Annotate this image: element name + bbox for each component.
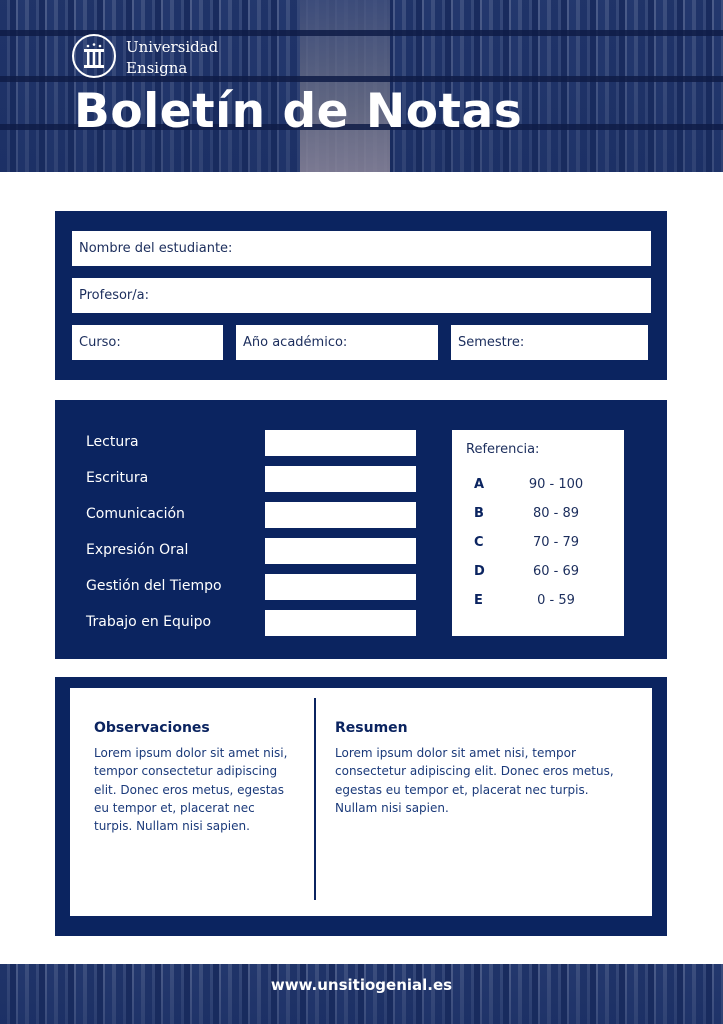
reference-range: 90 - 100 xyxy=(528,477,584,492)
reference-range: 80 - 89 xyxy=(532,506,580,521)
university-name-line2: Ensigna xyxy=(126,59,188,77)
grade-input-comunicacion[interactable] xyxy=(265,502,416,528)
skill-label-lectura: Lectura xyxy=(86,434,139,450)
semester-field[interactable]: Semestre: xyxy=(451,325,648,360)
university-name xyxy=(126,37,218,79)
teacher-field[interactable]: Profesor/a: xyxy=(72,278,651,313)
reference-range: 60 - 69 xyxy=(532,564,580,579)
page-title: Boletín de Notas xyxy=(74,84,523,139)
reference-grade: B xyxy=(474,506,484,521)
observations-heading: Observaciones xyxy=(94,720,210,736)
website-link[interactable]: www.unsitiogenial.es xyxy=(270,976,453,994)
reference-title: Referencia: xyxy=(466,442,540,457)
skill-label-trabajo-equipo: Trabajo en Equipo xyxy=(86,614,212,630)
reference-range: 70 - 79 xyxy=(532,535,580,550)
skill-label-escritura: Escritura xyxy=(86,470,149,486)
academic-year-field[interactable]: Año académico: xyxy=(236,325,438,360)
grade-input-escritura[interactable] xyxy=(265,466,416,492)
reference-grade: D xyxy=(474,564,485,579)
summary-text[interactable]: Lorem ipsum dolor sit amet nisi, tempor consectetur adipiscing elit. Donec eros metus, egestas eu tempor et, placerat nec turpis. Nullam nisi sapien. xyxy=(335,746,614,815)
summary-heading: Resumen xyxy=(335,720,408,736)
grade-input-lectura[interactable] xyxy=(265,430,416,456)
reference-grade: E xyxy=(474,593,483,608)
column-pillar-icon xyxy=(72,34,116,78)
grade-input-expresion-oral[interactable] xyxy=(265,538,416,564)
reference-range: 0 - 59 xyxy=(537,593,575,608)
notes-divider xyxy=(314,698,316,900)
grade-input-trabajo-equipo[interactable] xyxy=(265,610,416,636)
grade-reference-box xyxy=(452,430,624,636)
skill-label-gestion-tiempo: Gestión del Tiempo xyxy=(86,578,222,594)
reference-grade: A xyxy=(474,477,485,492)
footer-banner xyxy=(0,964,723,1024)
grade-input-gestion-tiempo[interactable] xyxy=(265,574,416,600)
observations-text[interactable]: Lorem ipsum dolor sit amet nisi, tempor consectetur adipiscing elit. Donec eros metus, egestas eu tempor et, placerat nec turpis. Nullam nisi sapien. xyxy=(94,746,288,834)
student-name-field[interactable]: Nombre del estudiante: xyxy=(72,231,651,266)
course-field[interactable]: Curso: xyxy=(72,325,223,360)
skill-label-comunicacion: Comunicación xyxy=(86,506,185,522)
skill-label-expresion-oral: Expresión Oral xyxy=(86,542,189,558)
reference-grade: C xyxy=(474,535,484,550)
header-banner xyxy=(0,0,723,172)
university-name-line1: Universidad xyxy=(126,38,219,56)
notes-area xyxy=(70,688,652,916)
